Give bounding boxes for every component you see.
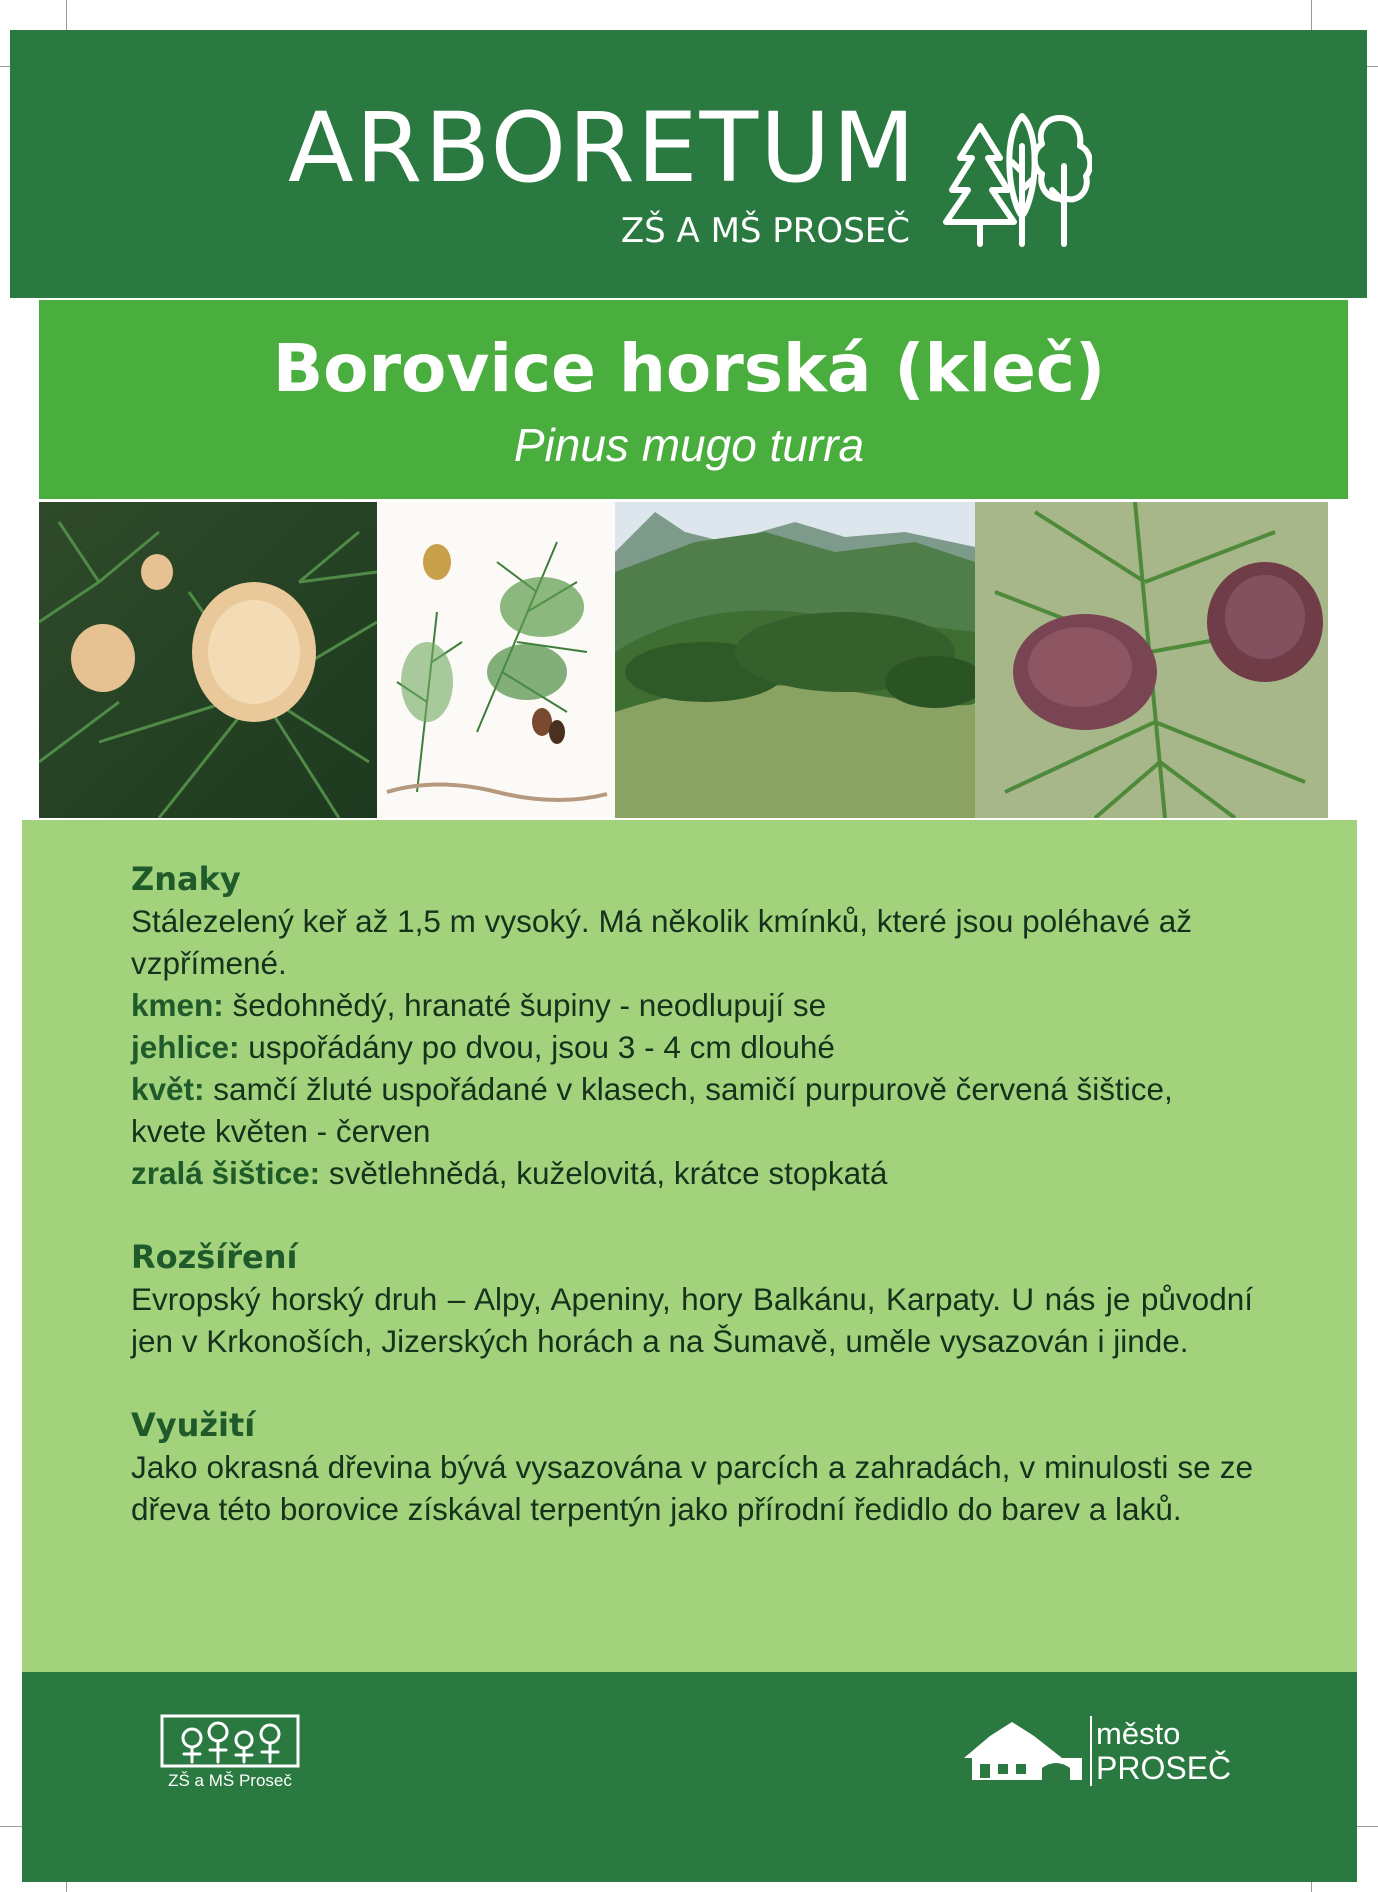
town-logo-separator xyxy=(1090,1716,1092,1786)
photo-mountain-shrubs xyxy=(615,502,975,818)
znaky-value: šedohnědý, hranaté šupiny - neodlupují se xyxy=(223,987,827,1023)
znaky-item-kvet xyxy=(131,1068,1253,1152)
photo-cones xyxy=(975,502,1328,818)
latin-name: Pinus mugo turra xyxy=(513,419,865,471)
vyuziti-text: Jako okrasná dřevina bývá vysazována v parcích a zahradách, v minulosti se ze dřeva této borovice získával terpentýn jako přírodní ředidlo do barev a laků. xyxy=(131,1449,1253,1527)
znaky-value: světlehnědá, kuželovitá, krátce stopkatá xyxy=(320,1155,888,1191)
town-name-line2: PROSEČ xyxy=(1096,1750,1232,1786)
header-subtitle: ZŠ A MŠ PROSEČ xyxy=(620,211,910,251)
photo-strip xyxy=(39,502,1328,818)
heading-rozsireni: Rozšíření xyxy=(131,1238,298,1276)
rozsireni-text: Evropský horský druh – Alpy, Apeniny, hory Balkánu, Karpaty. U nás je původní jen v Krkonoších, Jizerských horách a na Šumavě, uměle vysazován i jinde. xyxy=(131,1281,1253,1359)
school-logo xyxy=(160,1712,300,1770)
znaky-value: samčí žluté uspořádané v klasech, samičí purpurově červená šištice, kvete květen - červen xyxy=(131,1071,1173,1149)
znaky-label: květ: xyxy=(131,1071,205,1107)
znaky-item-kmen xyxy=(131,984,1253,1026)
town-house-icon xyxy=(962,1718,1086,1784)
znaky-label: jehlice: xyxy=(131,1029,240,1065)
town-name-line1: město xyxy=(1096,1716,1181,1751)
heading-znaky: Znaky xyxy=(131,860,241,898)
header-title: ARBORETUM xyxy=(288,92,918,204)
znaky-label: zralá šištice: xyxy=(131,1155,321,1191)
znaky-item-sistice xyxy=(131,1152,1253,1194)
info-text xyxy=(131,858,1253,1530)
school-name: ZŠ a MŠ Proseč xyxy=(168,1771,292,1790)
znaky-label: kmen: xyxy=(131,987,224,1023)
heading-vyuziti: Využití xyxy=(131,1406,256,1444)
znaky-value: uspořádány po dvou, jsou 3 - 4 cm dlouhé xyxy=(239,1029,835,1065)
photo-male-flowers xyxy=(39,502,377,818)
photo-botanical-illustration xyxy=(377,502,615,818)
znaky-intro: Stálezelený keř až 1,5 m vysoký. Má několik kmínků, které jsou poléhavé až vzpřímené. xyxy=(131,903,1192,981)
znaky-item-jehlice xyxy=(131,1026,1253,1068)
species-name: Borovice horská (kleč) xyxy=(272,330,1106,407)
trees-icon xyxy=(940,106,1092,248)
